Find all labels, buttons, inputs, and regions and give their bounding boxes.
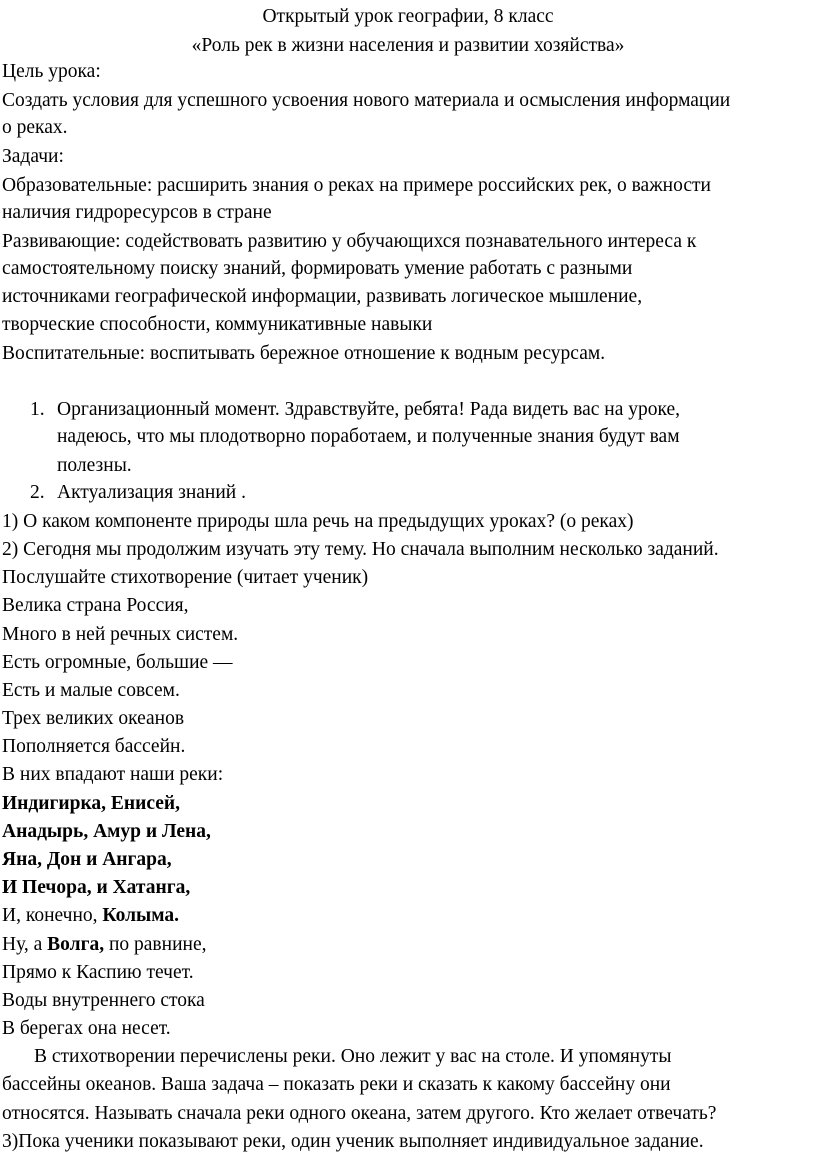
poem-line-9: Анадырь, Амур и Лена, [2,821,211,842]
step-1-line-3: полезны. [57,455,132,476]
tasks-developing-line-2: самостоятельному поиску знаний, формировать умение работать с разными [2,258,633,279]
title-line-2: «Роль рек в жизни населения и развитии хозяйства» [191,35,625,56]
poem-line-12 [2,903,179,929]
poem-line-11: И Печора, и Хатанга, [2,877,191,898]
poem-line-4: Есть и малые совсем. [2,680,180,701]
step-1-line-2: надеюсь, что мы плодотворно поработаем, и полученные знания будут вам [57,426,680,447]
tasks-developing-line-1: Развивающие: содействовать развитию у обучающихся познавательного интереса к [2,231,697,252]
title-line-1: Открытый урок географии, 8 класс [262,6,554,27]
list-number-2: 2. [30,482,45,503]
poem-line-1: Велика страна Россия, [2,595,189,616]
tasks-educational-line-2: наличия гидроресурсов в стране [2,202,272,223]
poem-line-13 [2,932,206,958]
tasks-heading: Задачи: [2,146,64,167]
tasks-educational-line-1: Образовательные: расширить знания о реках на примере российских рек, о важности [2,175,711,196]
goal-text-line-2: о реках. [2,117,68,138]
list-number-1: 1. [30,399,45,420]
poem-line-13-text-after: по равнине, [104,934,207,955]
poem-line-6: Пополняется бассейн. [2,736,186,757]
poem-line-7: В них впадают наши реки: [2,764,224,785]
poem-line-13-river: Волга, [47,934,105,955]
poem-line-5: Трех великих океанов [2,708,185,729]
poem-line-12-river: Колыма. [102,905,180,926]
poem-line-12-text: И, конечно, [2,905,103,926]
listen-instruction: Послушайте стихотворение (читает ученик) [2,567,369,588]
goal-heading: Цель урока: [2,61,101,82]
poem-line-13-text-before: Ну, а [2,934,48,955]
poem-line-2: Много в ней речных систем. [2,624,239,645]
tasks-developing-line-3: источниками географической информации, развивать логическое мышление, [2,286,643,307]
question-1: 1) О каком компоненте природы шла речь на предыдущих уроках? (о реках) [2,511,634,532]
poem-line-15: Воды внутреннего стока [2,990,205,1011]
poem-line-10: Яна, Дон и Ангара, [2,849,172,870]
step-2-line-1: Актуализация знаний . [57,482,246,503]
goal-text-line-1: Создать условия для успешного усвоения нового материала и осмысления информации [2,90,731,111]
poem-line-16: В берегах она несет. [2,1018,171,1039]
paragraph-line-1: В стихотворении перечислены реки. Оно лежит у вас на столе. И упомянуты [34,1046,672,1067]
poem-line-3: Есть огромные, большие — [2,652,233,673]
step-1-line-1: Организационный момент. Здравствуйте, ребята! Рада видеть вас на уроке, [57,399,681,420]
tasks-developing-line-4: творческие способности, коммуникативные навыки [2,314,433,335]
question-2: 2) Сегодня мы продолжим изучать эту тему. Но сначала выполним несколько заданий. [2,539,719,560]
tasks-upbringing: Воспитательные: воспитывать бережное отношение к водным ресурсам. [2,343,606,364]
paragraph-line-2: бассейны океанов. Ваша задача – показать реки и сказать к какому бассейну они [2,1074,671,1095]
poem-line-14: Прямо к Каспию течет. [2,962,194,983]
paragraph-line-3: относятся. Называть сначала реки одного океана, затем другого. Кто желает отвечать? [2,1103,717,1124]
question-3: 3)Пока ученики показывают реки, один ученик выполняет индивидуальное задание. [2,1131,704,1152]
poem-line-8: Индигирка, Енисей, [2,793,181,814]
